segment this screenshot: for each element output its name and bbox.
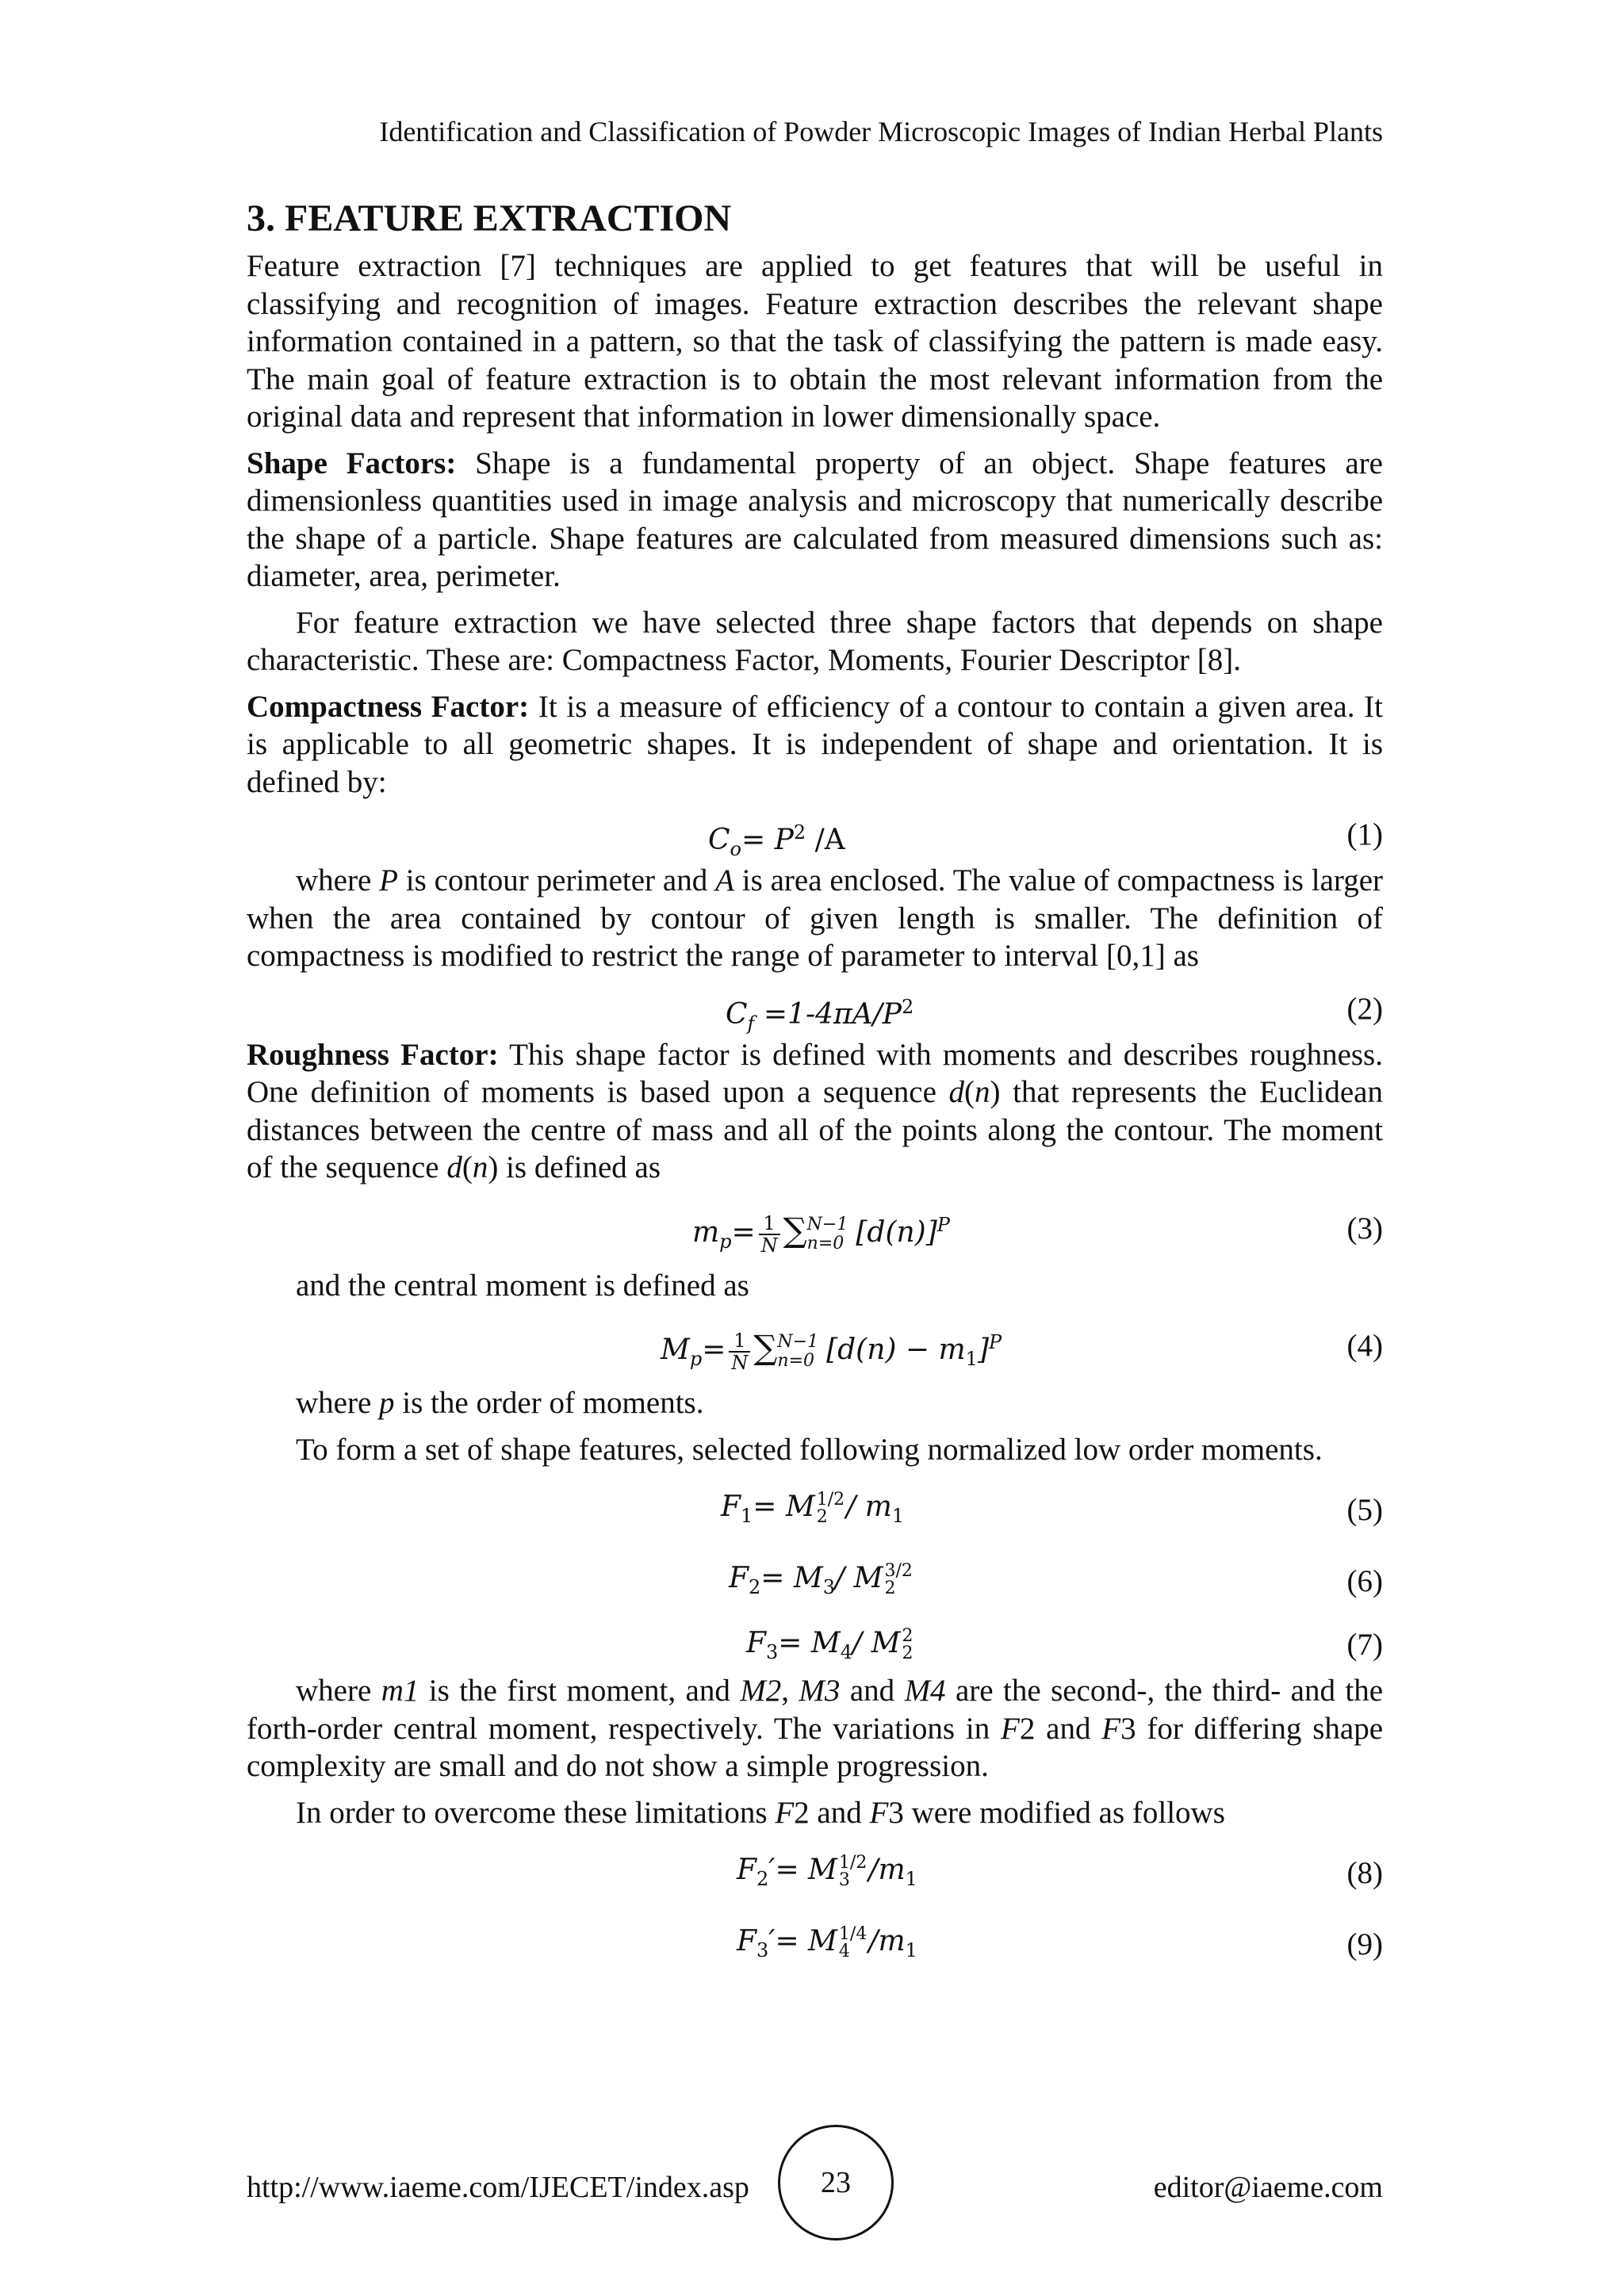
paragraph-shape-features-set: To form a set of shape features, selected following normalized low order moments.: [296, 1432, 1323, 1467]
paragraph-compactness-definition: where P is contour perimeter and A is area enclosed. The value of compactness is larger when the area contained by contour of given length is smaller. The definition of compactness is modified to restrict the range of parameter to interval [0,1] as: [247, 863, 1384, 973]
equation-5-number: (5): [1346, 1493, 1383, 1527]
equation-5: [247, 1477, 1383, 1542]
equation-8: [247, 1840, 1383, 1905]
equation-7-number: (7): [1346, 1628, 1383, 1662]
paragraph-compactness: [247, 688, 1383, 802]
paper-page: [247, 0, 1383, 2296]
equation-6-expression: $F_2= M_3/$ M 3/2 2: [729, 1561, 913, 1599]
text-compactness: It is a measure of efficiency of a contour to contain a given area. It is applicable to all geometric shapes. It is independent of shape and orientation. It is defined by:: [247, 689, 1383, 799]
equation-9-number: (9): [1346, 1927, 1383, 1961]
footer-email-link[interactable]: editor@iaeme.com: [1153, 2171, 1383, 2204]
equation-1-number: (1): [1346, 817, 1383, 851]
paragraph-modification: In order to overcome these limitations F2 and F3 were modified as follows: [296, 1795, 1225, 1830]
equation-7: [247, 1620, 1383, 1666]
equation-2-expression: $C_f =1-4\pi A/P^2$: [726, 995, 914, 1035]
equation-6: [247, 1548, 1383, 1613]
page-number: 23: [778, 2125, 894, 2241]
paragraph-shape-factors: [247, 445, 1383, 595]
footer-url-link[interactable]: http://www.iaeme.com/IJECET/index.asp: [247, 2171, 749, 2204]
equation-6-number: (6): [1346, 1564, 1383, 1598]
equation-5-expression: $F_1= M$ 1/2 2 / $m_1$: [721, 1490, 905, 1528]
body-text: [247, 247, 1383, 1983]
equation-1-expression: $C_o= P^2$ /A: [708, 821, 845, 861]
equation-4-number: (4): [1346, 1329, 1383, 1363]
paragraph-selected-factors: For feature extraction we have selected three shape factors that depends on shape characteristic. These are: Compactness Factor, Moments, Fourier Descriptor [8].: [247, 605, 1383, 677]
equation-2: [247, 984, 1383, 1035]
paragraph-order-of-moments: where p is the order of moments.: [296, 1386, 704, 1420]
label-roughness: Roughness Factor:: [247, 1037, 499, 1072]
paragraph-central-moment: and the central moment is defined as: [296, 1268, 749, 1303]
paragraph-moment-variations: where m1 is the first moment, and M2, M3 and M4 are the second-, the third- and the forth-order central moment, respectively. The variations in F2 and F3 for differing shape complexity are small and do not show a simple progression.: [247, 1674, 1384, 1783]
label-compactness: Compactness Factor:: [247, 689, 530, 724]
equation-4-expression: $M_p=$ $\frac{1}{N}$ ∑ N−1 n=0 $[d(n) - m_1]^P$: [661, 1328, 1002, 1374]
equation-3-number: (3): [1346, 1211, 1383, 1246]
running-header: Identification and Classification of Powder Microscopic Images of Indian Herbal Plants: [379, 116, 1383, 147]
equation-3-expression: $m_p=$ $\frac{1}{N}$ ∑ N−1 n=0 $[d(n)]^P$: [692, 1210, 950, 1257]
equation-7-expression: $F_3= M_4/$ M 2 2: [746, 1626, 914, 1664]
equation-8-expression: $F_2'= M$ 1/2 3 $/m_1$: [737, 1853, 917, 1891]
equation-2-number: (2): [1346, 991, 1383, 1026]
equation-4: [247, 1313, 1383, 1378]
label-shape-factors: Shape Factors:: [247, 446, 457, 480]
paragraph-roughness: Roughness Factor: This shape factor is defined with moments and describes roughness. One definition of moments is based upon a sequence d(n) that represents the Euclidean distances between the centre of mass and all of the points along the contour. The moment of the sequence d(n) is defined as: [247, 1037, 1383, 1184]
section-heading: 3. FEATURE EXTRACTION: [247, 197, 732, 239]
equation-8-number: (8): [1346, 1856, 1383, 1890]
equation-9: [247, 1911, 1383, 1976]
equation-3: [247, 1196, 1383, 1261]
paragraph-feature-extraction: Feature extraction [7] techniques are applied to get features that will be useful in classifying and recognition of images. Feature extraction describes the relevant shape information contained in a pattern, so that the task of classifying the pattern is made easy. The main goal of feature extraction is to obtain the most relevant information from the original data and represent that information in lower dimensionally space.: [247, 249, 1383, 434]
equation-9-expression: $F_3'= M$ 1/4 4 $/m_1$: [737, 1924, 917, 1962]
equation-1: [247, 809, 1383, 861]
text-shape-factors: Shape is a fundamental property of an object. Shape features are dimensionless quantities used in image analysis and microscopy that numerically describe the shape of a particle. Shape features are calculated from measured dimensions such as: diameter, area, perimeter.: [247, 446, 1383, 593]
